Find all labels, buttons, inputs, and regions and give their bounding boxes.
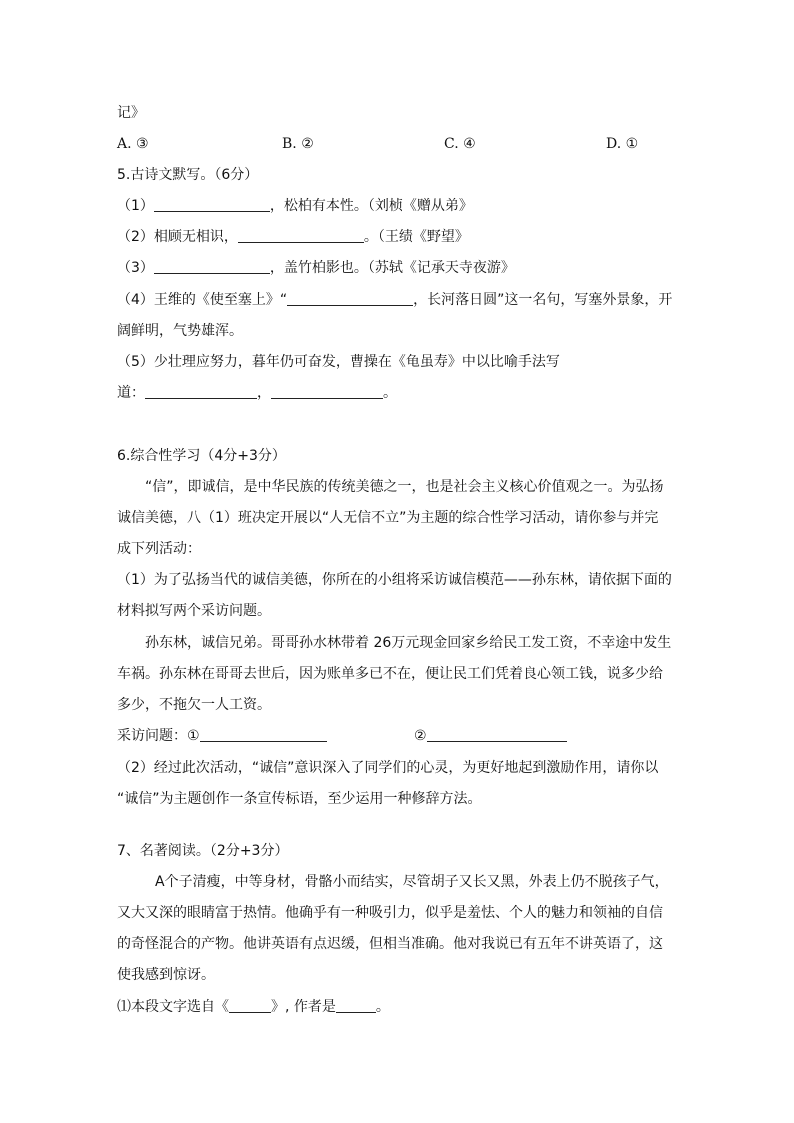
q6-sub1-line-1: （1）为了弘扬当代的诚信美德，你所在的小组将采访诚信模范——孙东林，请依据下面的 — [117, 572, 672, 588]
q5-blank-5a[interactable] — [145, 384, 257, 399]
interview-question-2-blank[interactable] — [427, 727, 567, 742]
q5-blank-1[interactable] — [154, 197, 270, 212]
q5-title: 5.古诗文默写。（6分） — [117, 167, 259, 183]
q5-line-5: （5）少壮理应努力，暮年仍可奋发，曹操在《龟虽寿》中以比喻手法写 — [117, 354, 560, 370]
q5-blank-5b[interactable] — [271, 384, 383, 399]
q6-intro-line-2: 诚信美德，八（1）班决定开展以“人无信不立”为主题的综合性学习活动，请你参与并完 — [117, 510, 659, 526]
q6-material-line-1: 孙东林，诚信兄弟。哥哥孙水林带着 26万元现金回家乡给民工发工资，不幸途中发生 — [145, 635, 672, 651]
previous-line-tail: 记》 — [117, 105, 145, 121]
q5-blank-4[interactable] — [287, 291, 413, 306]
option-d: D. ① — [606, 136, 639, 152]
q7-passage-line-3: 的奇怪混合的产物。他讲英语有点迟缓，但相当准确。他对我说已有五年不讲英语了，这 — [117, 936, 663, 952]
q6-interview-question-2: ② — [414, 726, 567, 746]
q7-passage-line-1: A个子清瘦，中等身材，骨骼小而结实，尽管胡子又长又黑，外表上仍不脱孩子气， — [155, 874, 669, 890]
q6-title: 6.综合性学习（4分+3分） — [117, 448, 286, 464]
q7-title: 7、名著阅读。（2分+3分） — [117, 843, 289, 859]
q6-sub2-line-1: （2）经过此次活动，“诚信”意识深入了同学们的心灵，为更好地起到激励作用，请你以 — [117, 760, 659, 776]
q7-author-blank[interactable] — [336, 998, 376, 1013]
q6-interview-questions: 采访问题：① — [117, 726, 327, 746]
q7-sub1: ⑴本段文字选自《 》, 作者是 。 — [117, 999, 390, 1015]
q5-blank-2[interactable] — [238, 228, 364, 243]
q5-line-5-cont: 道： ， 。 — [117, 385, 397, 401]
q5-blank-3[interactable] — [154, 259, 270, 274]
interview-question-1-blank[interactable] — [200, 727, 327, 742]
q6-intro-line-3: 成下列活动： — [117, 541, 201, 557]
option-b: B. ② — [282, 136, 314, 152]
q6-intro-line-1: “信”，即诚信，是中华民族的传统美德之一，也是社会主义核心价值观之一。为弘扬 — [145, 479, 664, 495]
q5-line-3: （3） ，盖竹柏影也。（苏轼《记承天寺夜游》 — [117, 260, 515, 276]
q7-passage-line-2: 又大又深的眼睛富于热情。他确乎有一种吸引力，似乎是羞怯、个人的魅力和领袖的自信 — [117, 905, 663, 921]
q7-book-blank[interactable] — [229, 998, 271, 1013]
q6-sub2-line-2: “诚信”为主题创作一条宣传标语，至少运用一种修辞方法。 — [117, 791, 482, 807]
q5-line-4: （4）王维的《使至塞上》“ ，长河落日圆”这一名句，写塞外景象，开 — [117, 292, 673, 308]
q6-material-line-2: 车祸。孙东林在哥哥去世后，因为账单多已不在，便让民工们凭着良心领工钱，说多少给 — [117, 666, 663, 682]
q5-line-1: （1） ，松柏有本性。（刘桢《赠从弟》 — [117, 198, 473, 214]
q6-material-line-3: 多少，不拖欠一人工资。 — [117, 697, 271, 713]
q7-passage-line-4: 使我感到惊讶。 — [117, 967, 215, 983]
q6-sub1-line-2: 材料拟写两个采访问题。 — [117, 603, 271, 619]
q5-line-4-cont: 阔鲜明，气势雄浑。 — [117, 323, 243, 339]
option-c: C. ④ — [444, 136, 476, 152]
q5-line-2: （2）相顾无相识， 。（王绩《野望》 — [117, 229, 469, 245]
option-a: A. ③ — [117, 136, 149, 152]
